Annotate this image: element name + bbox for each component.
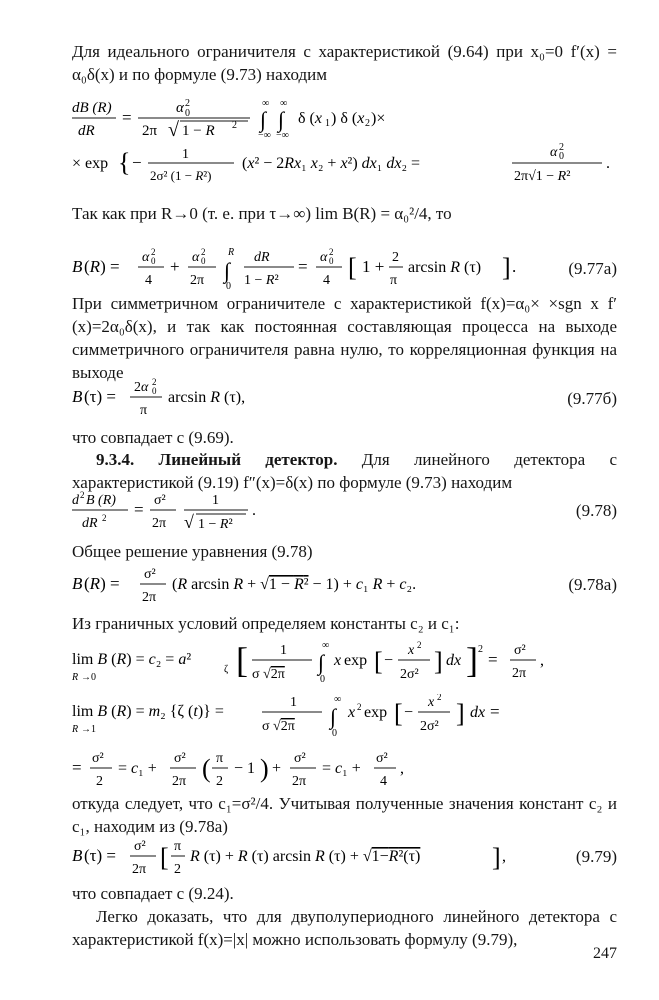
svg-text:− 1: − 1 (234, 760, 256, 777)
paragraph-intro (72, 40, 617, 86)
svg-text:exp: exp (364, 704, 388, 721)
svg-text:2: 2 (102, 513, 107, 523)
svg-text:[: [ (160, 843, 169, 872)
svg-text:R (τ) + R (τ) arcsin R (τ) + √: R (τ) + R (τ) arcsin R (τ) + √1−R²(τ) (190, 848, 421, 865)
equation-Btau-linear (72, 834, 617, 880)
easy-to-prove-text: Легко доказать, что для двуполупериодного линейного детектора с характеристикой f(x)=|x| можно использовать формулу (9.79), (72, 907, 617, 949)
page-number: 247 (593, 945, 617, 962)
svg-text:.: . (512, 257, 517, 276)
svg-text:dx: dx (446, 652, 462, 669)
svg-text:2π: 2π (190, 273, 205, 288)
svg-text:−∞: −∞ (258, 130, 271, 140)
svg-text:2: 2 (417, 640, 422, 650)
svg-text:π: π (390, 273, 398, 288)
svg-text:∫: ∫ (224, 258, 231, 283)
equation-number-978: (9.78) (575, 501, 617, 520)
svg-text:]: ] (456, 699, 465, 728)
paragraph-boundary (72, 612, 617, 635)
svg-text:4: 4 (380, 774, 387, 789)
svg-text:B: B (72, 574, 83, 593)
coincides-text-2: что совпадает с (9.24). (72, 884, 234, 903)
svg-text:2: 2 (96, 774, 103, 789)
svg-text:σ²: σ² (514, 643, 526, 658)
equation-BR-general-render (72, 562, 532, 608)
svg-text:B (R): B (R) (86, 493, 116, 508)
svg-text:R: R (72, 672, 79, 683)
svg-text:lim B (R) = c₂ = a²: lim B (R) = c₂ = a² (72, 651, 192, 668)
svg-text:)×: )× (371, 110, 386, 127)
svg-text:[: [ (374, 647, 383, 676)
svg-text:→0: →0 (81, 672, 96, 683)
equation-number-979: (9.79) (575, 847, 617, 866)
svg-text:ζ: ζ (224, 664, 229, 675)
svg-text:{: { (118, 148, 131, 177)
svg-text:= c₁ +: = c₁ + (322, 760, 361, 777)
equation-c1-render (72, 746, 617, 792)
svg-text:exp: exp (344, 652, 368, 669)
svg-text:2π: 2π (292, 774, 307, 789)
svg-text:B: B (72, 387, 83, 406)
svg-text:=: = (72, 758, 82, 777)
svg-text:.: . (252, 502, 256, 519)
linear-detector-text: Для линейного детектора с характеристикой (9.19) f″(x)=δ(x) по формуле (9.73) находим (72, 450, 618, 492)
svg-text:∫: ∫ (278, 107, 285, 132)
svg-text:[: [ (348, 253, 357, 282)
svg-text:√: √ (184, 512, 194, 532)
svg-text:B: B (72, 846, 83, 865)
equation-exp (72, 140, 617, 188)
svg-text:α: α (320, 250, 328, 265)
equation-BR-render (72, 246, 617, 296)
svg-text:2: 2 (437, 694, 442, 702)
svg-text:σ²: σ² (174, 751, 186, 766)
svg-text:=: = (488, 650, 498, 669)
svg-text:−: − (404, 704, 414, 721)
svg-text:dx: dx (470, 704, 486, 721)
svg-text:0: 0 (329, 256, 334, 266)
svg-text:arcsin R (τ): arcsin R (τ) (408, 259, 482, 276)
general-solution-text: Общее решение уравнения (9.78) (72, 542, 313, 561)
svg-text:arcsin R (τ),: arcsin R (τ), (168, 389, 246, 406)
svg-text:dR: dR (254, 250, 270, 265)
svg-text:0: 0 (152, 386, 157, 396)
coincides-text-1: что совпадает с (9.69). (72, 428, 234, 447)
svg-text:]: ] (492, 843, 501, 872)
svg-text:2: 2 (232, 120, 237, 131)
svg-text:(R arcsin R + √1 − R² − 1) + c: (R arcsin R + √1 − R² − 1) + c₁ R + c₂. (172, 576, 417, 593)
equation-number-977b: (9.77б) (567, 389, 617, 408)
svg-text:0: 0 (320, 674, 325, 685)
svg-text:2π: 2π (132, 862, 147, 877)
paragraph-symmetric (72, 292, 617, 384)
svg-text:2: 2 (80, 490, 85, 500)
svg-text:(R) =: (R) = (84, 257, 120, 276)
svg-text:x: x (334, 652, 342, 669)
svg-text:dB (R): dB (R) (72, 100, 112, 116)
svg-text:σ²: σ² (376, 751, 388, 766)
svg-text:x: x (348, 704, 356, 721)
svg-text:=: = (122, 108, 132, 127)
svg-text:→1: →1 (81, 724, 96, 735)
equation-Btau (72, 374, 617, 420)
svg-text:2: 2 (151, 247, 156, 257)
equation-dBdR-render (72, 96, 617, 140)
svg-text:σ²: σ² (294, 751, 306, 766)
svg-text:−: − (132, 153, 142, 172)
svg-text:0: 0 (332, 728, 337, 739)
svg-text:4: 4 (145, 273, 152, 288)
paragraph-limit (72, 202, 617, 225)
equation-exp-render (72, 140, 617, 188)
svg-text:2: 2 (365, 118, 370, 129)
svg-text:1 − R²: 1 − R² (198, 517, 233, 532)
equation-dBdR (72, 96, 617, 140)
svg-text:x: x (408, 643, 415, 658)
limit-text: Так как при R→0 (т. е. при τ→∞) lim B(R) = α₀²/4, то (72, 204, 452, 223)
svg-text:B: B (72, 257, 83, 276)
svg-text:): ) (260, 754, 269, 783)
svg-text:2π√1 − R²: 2π√1 − R² (514, 169, 571, 184)
equation-BR-general (72, 562, 617, 608)
svg-text:=: = (298, 257, 308, 276)
svg-text:2π: 2π (142, 590, 157, 605)
svg-text:2σ²: 2σ² (420, 719, 439, 734)
svg-text:0: 0 (201, 256, 206, 266)
equation-lim1 (72, 694, 617, 744)
svg-text:π: π (174, 839, 182, 854)
boundary-text: Из граничных условий определяем константы c₂ и c₁: (72, 614, 460, 633)
svg-text:2: 2 (357, 702, 362, 712)
svg-text:π: π (140, 403, 148, 418)
svg-text:R: R (228, 247, 235, 258)
paragraph-easy-to-prove (72, 905, 617, 951)
svg-text:× exp: × exp (72, 155, 109, 172)
svg-text:−: − (384, 652, 394, 669)
svg-text:]: ] (502, 253, 511, 282)
equation-lim0 (72, 638, 617, 694)
symmetric-text: При симметричном ограничителе с характеристикой f(x)=α₀× ×sgn x f′(x)=2α₀δ(x), и так как постоянная составляющая процесса на выходе симметричного ограничителя равна нулю, то корреляционная функция на выходе (72, 294, 617, 382)
svg-text:[: [ (236, 640, 248, 680)
svg-text:dR: dR (78, 123, 95, 139)
equation-Btau-render (72, 374, 532, 420)
svg-text:∫: ∫ (330, 704, 337, 729)
svg-text:(R) =: (R) = (84, 574, 120, 593)
svg-text:2: 2 (201, 247, 206, 257)
svg-text:2π: 2π (172, 774, 187, 789)
paragraph-general-solution (72, 540, 617, 563)
svg-text:(: ( (202, 754, 211, 783)
svg-text:α: α (176, 100, 184, 116)
svg-text:+: + (170, 257, 180, 276)
svg-text:(τ) =: (τ) = (84, 387, 116, 406)
svg-text:1: 1 (280, 643, 287, 658)
svg-text:0: 0 (559, 151, 564, 162)
svg-text:,: , (400, 760, 404, 777)
svg-text:∞: ∞ (334, 694, 342, 705)
equation-Btau-linear-render (72, 834, 532, 880)
svg-text:1: 1 (182, 147, 189, 162)
svg-text:α: α (142, 250, 150, 265)
paragraph-coincides-1 (72, 426, 617, 449)
svg-text:1: 1 (290, 695, 297, 710)
svg-text:2α: 2α (134, 380, 149, 395)
svg-text:d: d (72, 493, 79, 508)
svg-text:∫: ∫ (260, 107, 267, 132)
svg-text:]: ] (466, 640, 478, 680)
svg-text:2σ² (1 − R²): 2σ² (1 − R²) (150, 168, 212, 183)
svg-text:α: α (550, 145, 558, 160)
svg-text:=: = (134, 500, 144, 519)
svg-text:R: R (72, 724, 79, 735)
svg-text:σ √2π: σ √2π (262, 719, 295, 734)
svg-text:2: 2 (478, 644, 483, 655)
svg-text:2: 2 (152, 377, 157, 387)
svg-text:2: 2 (559, 142, 564, 153)
svg-text:,: , (540, 652, 544, 669)
svg-text:−∞: −∞ (276, 130, 289, 140)
svg-text:]: ] (434, 647, 443, 676)
equation-BR (72, 246, 617, 296)
svg-text:δ (x: δ (x (298, 110, 322, 127)
svg-text:σ √2π: σ √2π (252, 667, 285, 682)
paragraph-therefore (72, 792, 617, 838)
svg-text:α: α (192, 250, 200, 265)
equation-lim1-render (72, 694, 617, 744)
section-heading: 9.3.4. Линейный детектор. (96, 450, 338, 469)
svg-text:√: √ (168, 119, 179, 140)
svg-text:+: + (272, 760, 282, 777)
svg-text:dR: dR (82, 516, 98, 531)
equation-c1 (72, 746, 617, 792)
paragraph-coincides-2 (72, 882, 617, 905)
svg-text:4: 4 (323, 273, 330, 288)
svg-text:=: = (490, 702, 500, 721)
svg-text:π: π (216, 751, 224, 766)
svg-text:1: 1 (325, 118, 330, 129)
svg-text:0: 0 (226, 281, 231, 292)
svg-text:lim B (R) = m₂ {ζ (t)} =: lim B (R) = m₂ {ζ (t)} = (72, 703, 224, 720)
equation-d2B-render (72, 488, 532, 534)
svg-text:2: 2 (174, 862, 181, 877)
svg-text:σ²: σ² (134, 839, 146, 854)
svg-text:2π: 2π (152, 516, 167, 531)
svg-text:1 − R²: 1 − R² (244, 273, 279, 288)
equation-number-978a: (9.78а) (568, 575, 617, 594)
svg-text:σ²: σ² (92, 751, 104, 766)
svg-text:0: 0 (151, 256, 156, 266)
svg-text:∫: ∫ (318, 650, 325, 675)
svg-text:,: , (502, 848, 506, 865)
svg-text:1: 1 (212, 493, 219, 508)
svg-text:1 +: 1 + (362, 257, 385, 276)
svg-text:) δ (x: ) δ (x (331, 110, 365, 127)
svg-text:.: . (606, 155, 610, 172)
therefore-text: откуда следует, что c₁=σ²/4. Учитывая полученные значения констант c₂ и c₁, находим из (9.78а) (72, 794, 617, 836)
intro-text: Для идеального ограничителя с характеристикой (9.64) при x₀=0 f′(x) = α₀δ(x) и по формуле (9.73) находим (72, 42, 617, 84)
svg-text:σ²: σ² (144, 567, 156, 582)
svg-text:2σ²: 2σ² (400, 667, 419, 682)
svg-text:x: x (428, 695, 435, 710)
svg-text:2π: 2π (512, 666, 527, 681)
svg-text:∞: ∞ (322, 640, 330, 651)
svg-text:(x² − 2Rx₁ x₂ + x²) dx₁ dx₂ =: (x² − 2Rx₁ x₂ + x²) dx₁ dx₂ = (242, 155, 421, 172)
svg-text:2: 2 (329, 247, 334, 257)
equation-d2B (72, 488, 617, 534)
svg-text:= c₁ +: = c₁ + (118, 760, 157, 777)
svg-text:∞: ∞ (262, 98, 270, 109)
svg-text:0: 0 (185, 108, 190, 119)
svg-text:2: 2 (185, 98, 190, 109)
svg-text:σ²: σ² (154, 493, 166, 508)
svg-text:2: 2 (216, 774, 223, 789)
equation-number-977a: (9.77а) (568, 259, 617, 278)
svg-text:1 − R: 1 − R (182, 123, 215, 139)
svg-text:[: [ (394, 699, 403, 728)
svg-text:2π: 2π (142, 123, 158, 139)
svg-text:∞: ∞ (280, 98, 288, 109)
equation-lim0-render (72, 638, 617, 694)
svg-text:(τ) =: (τ) = (84, 846, 116, 865)
svg-text:2: 2 (392, 250, 399, 265)
